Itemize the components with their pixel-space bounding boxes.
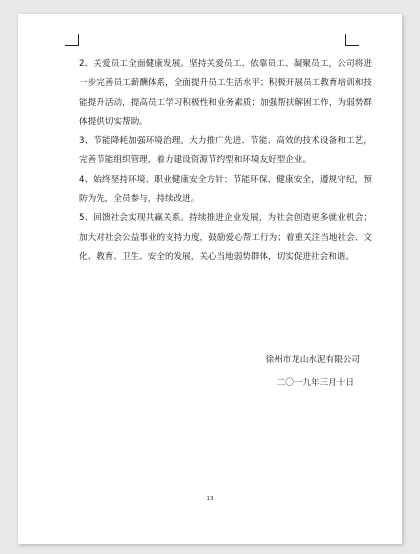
paragraph-3: 3、节能降耗加强环境治理。大力推广先进、节能、高效的技术设备和工艺，完善节能组织管理，着力建设资源节约型和环境友好型企业。	[79, 136, 372, 166]
signature-company: 徐州市龙山水泥有限公司	[265, 355, 360, 365]
crop-mark-top-right-v	[345, 34, 346, 46]
crop-mark-top-left-h	[65, 45, 79, 46]
paragraph-2: 2、关爱员工全面健康发展。坚持关爱员工、依靠员工、凝聚员工，公司将进一步完善员工薪酬体系，全面提升员工生活水平；积极开展员工教育培训和技能提升活动，提高员工学习积极性和业务素质；加强帮扶解困工作，为弱势群体提供切实帮助。	[79, 59, 372, 127]
crop-mark-top-right-h	[345, 45, 359, 46]
document-page	[18, 14, 402, 544]
page-number: 13	[206, 496, 214, 502]
paragraph-4: 4、始终坚持环境、职业健康安全方针：节能环保、健康安全，遵规守纪，预防为先，全员参与，持续改进。	[79, 174, 372, 205]
document-body	[79, 55, 372, 267]
paragraph-5: 5、回馈社会实现共赢关系。持续推进企业发展，为社会创造更多就业机会；加大对社会公益事业的支持力度，鼓励爱心帮工行为；着重关注当地社会、文化、教育、卫生、安全的发展，关心当地弱势群体，切实促进社会和谐。	[79, 213, 372, 262]
signature-date: 二〇一九年三月十日	[276, 378, 354, 388]
crop-mark-top-left-v	[78, 34, 79, 46]
